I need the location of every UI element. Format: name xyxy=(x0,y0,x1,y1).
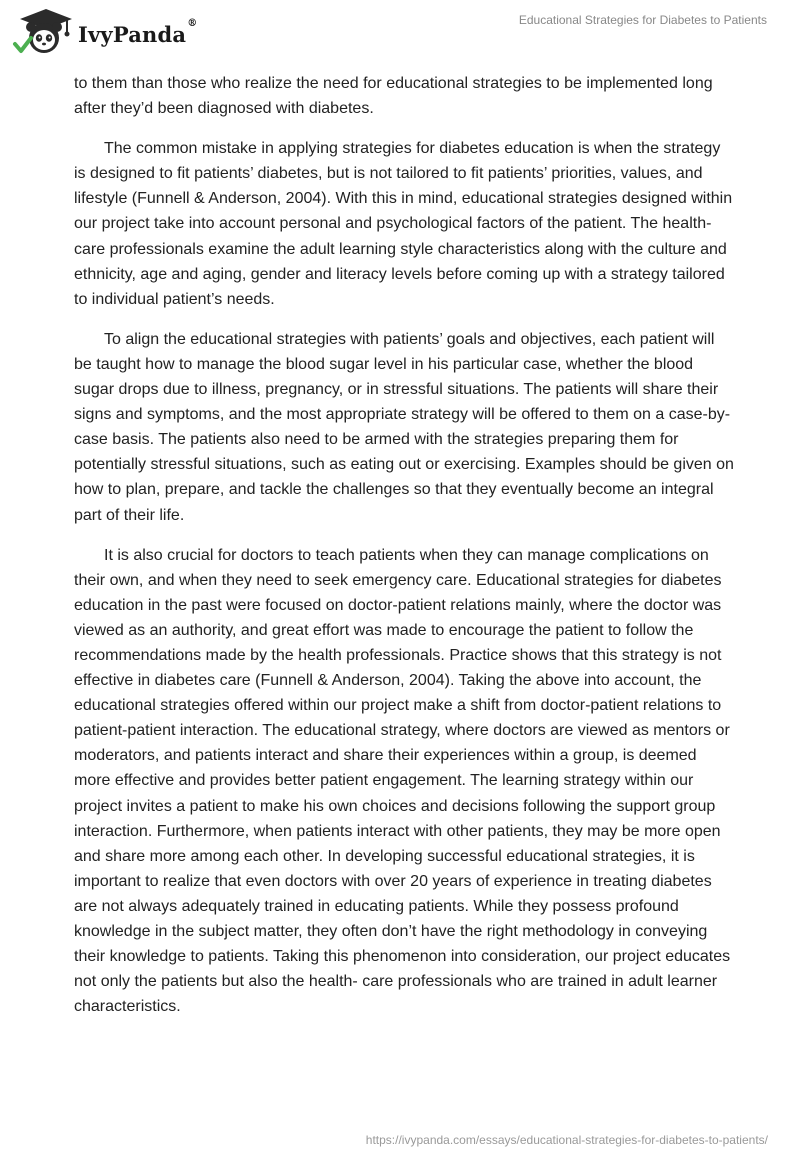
page-header xyxy=(0,0,800,60)
document-title: Educational Strategies for Diabetes to Patients xyxy=(518,13,767,27)
registered-mark: ® xyxy=(187,18,198,29)
paragraph: To align the educational strategies with patients’ goals and objectives, each patient will be taught how to manage the blood sugar level in his particular case, whether the blood sugar drops due to illness, pregnancy, or in stressful situations. The patients will share their signs and symptoms, and the most appropriate strategy will be offered to them on a case-by-case basis. The patients also need to be armed with the strategies preparing them for potentially stressful situations, such as eating out or exercising. Examples should be given on how to plan, prepare, and tackle the challenges so that they eventually become an integral part of their life. xyxy=(74,330,734,524)
logo-text: IvyPanda xyxy=(78,22,187,47)
panda-logo-icon xyxy=(12,6,76,58)
essay-body xyxy=(74,71,734,1034)
paragraph: The common mistake in applying strategies for diabetes education is when the strategy is designed to fit patients’ diabetes, but is not tailored to fit patients’ priorities, values, and lifestyle (Funnell & Anderson, 2004). With this in mind, educational strategies designed within our project take into account personal and psychological factors of the patient. The health-care professionals examine the adult learning style characteristics along with the culture and ethnicity, age and aging, gender and literacy levels before coming up with a strategy tailored to individual patient’s needs. xyxy=(74,140,733,308)
paragraph: It is also crucial for doctors to teach patients when they can manage complications on their own, and when they need to seek emergency care. Educational strategies for diabetes education in the past were focused on doctor-patient relations mainly, where the doctor was viewed as an authority, and great effort was made to encourage the patient to follow the recommendations made by the health professionals. Practice shows that this strategy is not effective in diabetes care (Funnell & Anderson, 2004). Taking the above into account, the educational strategies offered within our project make a shift from doctor-patient relations to patient-patient interaction. The educational strategy, where doctors are viewed as mentors or moderators, and patients interact and share their experiences within a group, is deemed more effective and provides better patient engagement. The learning strategy within our project invites a patient to make his own choices and decisions following the support group interaction. Furthermore, when patients interact with other patients, they may be more open and share more among each other. In developing successful educational strategies, it is important to realize that even doctors with over 20 years of experience in treating diabetes are not always adequately trained in educating patients. While they possess profound knowledge in the subject matter, they often don’t have the right methodology in conveying their knowledge to patients. Taking this phenomenon into consideration, our project educates not only the patients but also the health- care professionals who are trained in adult learner characteristics. xyxy=(74,546,731,1016)
ivypanda-logo[interactable] xyxy=(12,6,212,58)
logo-wordmark xyxy=(78,18,198,47)
paragraph-continuation: to them than those who realize the need for educational strategies to be implemented long after they’d been diagnosed with diabetes. xyxy=(74,75,713,118)
source-url-link[interactable]: https://ivypanda.com/essays/educational-strategies-for-diabetes-to-patients/ xyxy=(365,1133,768,1147)
